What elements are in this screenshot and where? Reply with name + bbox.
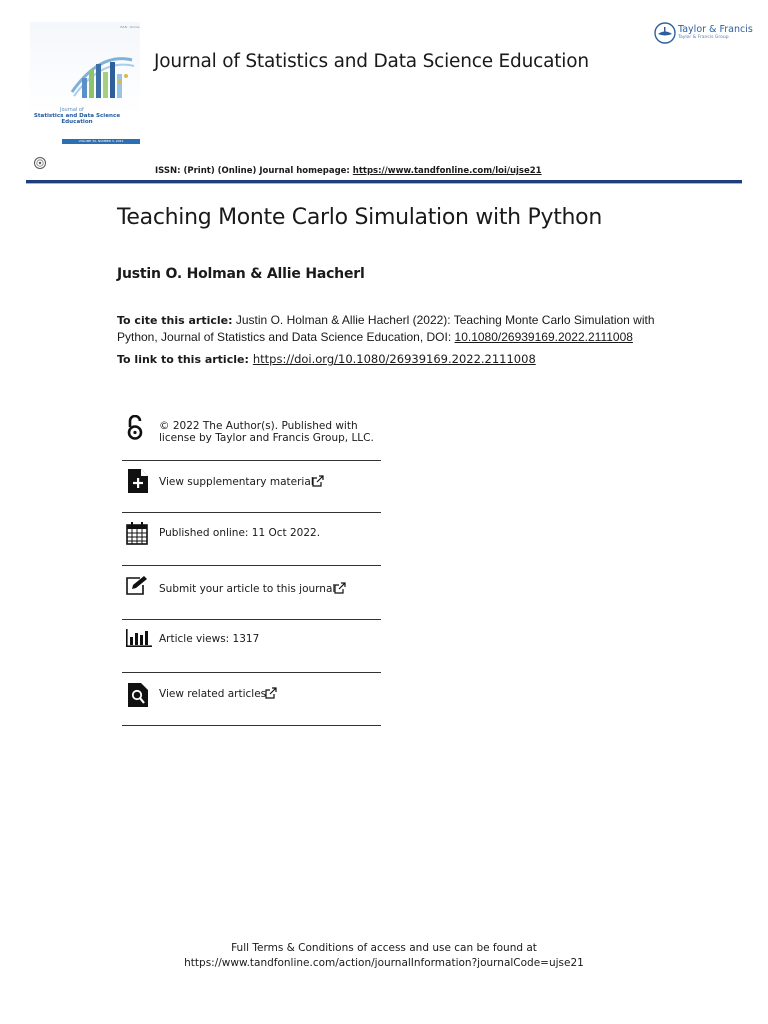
- license-row: [122, 405, 381, 461]
- cover-title: Statistics and Data Science Education: [33, 113, 121, 125]
- related-row[interactable]: [122, 673, 381, 726]
- article-doi-url[interactable]: https://doi.org/10.1080/26939169.2022.2111008: [252, 352, 536, 366]
- cover-bar-chart-graphic: [70, 52, 136, 104]
- supplementary-link[interactable]: View supplementary material: [159, 476, 314, 488]
- license-line-2: license by Taylor and Francis Group, LLC.: [159, 432, 374, 444]
- published-date: Published online: 11 Oct 2022.: [159, 527, 321, 539]
- cite-label: To cite this article:: [117, 314, 233, 327]
- issn-line: [155, 166, 542, 176]
- external-link-icon: [265, 687, 277, 699]
- publisher-logo[interactable]: [654, 22, 753, 49]
- issn-label: ISSN: (Print) (Online) Journal homepage:: [155, 166, 353, 176]
- article-views: Article views: 1317: [159, 633, 260, 645]
- bar-chart-icon: [126, 629, 152, 647]
- terms-url[interactable]: https://www.tandfonline.com/action/journalInformation?journalCode=ujse21: [184, 957, 584, 969]
- cover-issn-text: ISSN · Online: [120, 25, 140, 29]
- publisher-lamp-icon: [654, 22, 676, 44]
- edit-pencil-icon: [126, 575, 150, 595]
- article-authors: Justin O. Holman & Allie Hacherl: [117, 266, 365, 282]
- supplementary-row[interactable]: [122, 461, 381, 513]
- header-divider-light: [26, 183, 742, 184]
- society-seal-icon: [34, 157, 46, 169]
- cite-text-2: Python, Journal of Statistics and Data Science Education, DOI:: [117, 330, 455, 344]
- terms-footer: [0, 941, 768, 971]
- related-articles-link[interactable]: View related articles: [159, 688, 267, 700]
- license-line-1: © 2022 The Author(s). Published with: [159, 420, 358, 432]
- article-title: Teaching Monte Carlo Simulation with Python: [117, 205, 602, 230]
- article-info-list: [122, 405, 381, 726]
- cite-text-1: Justin O. Holman & Allie Hacherl (2022): Teaching Monte Carlo Simulation with: [232, 313, 655, 327]
- cover-volume-band: VOLUME 30, NUMBER 3, 2022: [62, 139, 140, 144]
- views-row: [122, 620, 381, 673]
- calendar-icon: [126, 522, 148, 545]
- journal-title: Journal of Statistics and Data Science Education: [154, 51, 589, 72]
- publisher-subtitle: Taylor & Francis Group: [678, 35, 729, 40]
- submit-row[interactable]: [122, 566, 381, 620]
- cover-small-label: Journal of: [60, 107, 84, 113]
- open-access-icon: [127, 415, 143, 441]
- published-row: [122, 513, 381, 566]
- link-label: To link to this article:: [117, 353, 249, 366]
- citation-block: [117, 312, 677, 345]
- submit-article-link[interactable]: Submit your article to this journal: [159, 583, 336, 595]
- doi-link[interactable]: 10.1080/26939169.2022.2111008: [454, 330, 633, 344]
- publisher-name: Taylor & Francis: [678, 24, 753, 35]
- external-link-icon: [312, 475, 324, 487]
- journal-homepage-link[interactable]: https://www.tandfonline.com/loi/ujse21: [352, 166, 542, 176]
- article-link-line: [117, 352, 536, 366]
- supplementary-file-icon: [128, 469, 148, 493]
- journal-cover: [30, 22, 140, 177]
- external-link-icon: [334, 582, 346, 594]
- terms-line-1: Full Terms & Conditions of access and use can be found at: [231, 942, 537, 954]
- related-search-icon: [128, 683, 148, 707]
